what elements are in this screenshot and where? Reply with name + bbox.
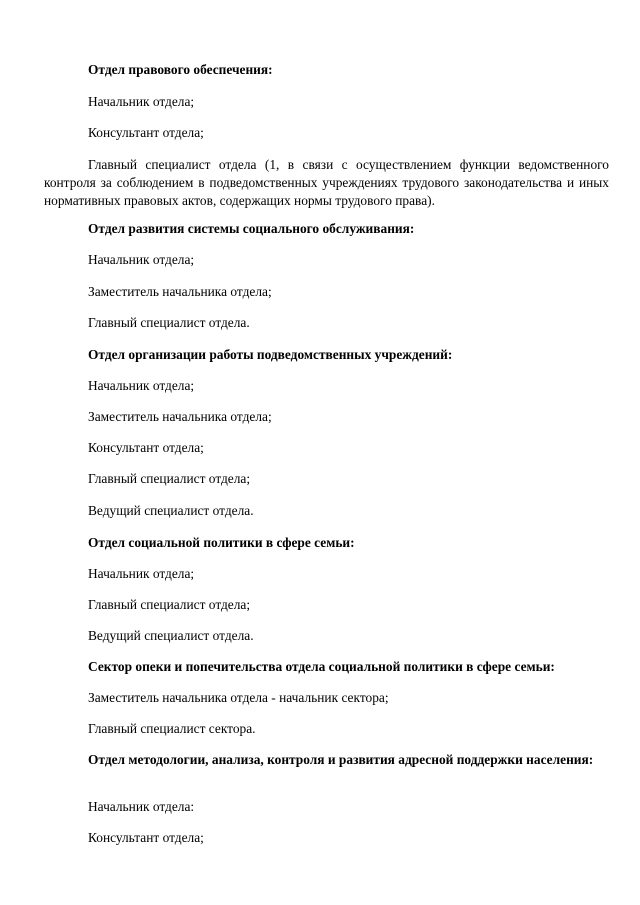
list-item: Начальник отдела; (88, 378, 195, 393)
section-heading-subordinate-institutions: Отдел организации работы подведомственных учреждений: (88, 347, 453, 362)
list-item: Главный специалист отдела; (88, 597, 251, 612)
list-item: Ведущий специалист отдела. (88, 628, 254, 643)
list-item: Консультант отдела; (88, 830, 204, 845)
section-heading-guardianship: Сектор опеки и попечительства отдела социальной политики в сфере семьи: (88, 659, 555, 674)
list-item: Консультант отдела; (88, 125, 204, 140)
list-item: Начальник отдела; (88, 252, 195, 267)
section-heading-family-policy: Отдел социальной политики в сфере семьи: (88, 535, 355, 550)
list-item: Главный специалист отдела. (88, 315, 250, 330)
section-heading-methodology: Отдел методологии, анализа, контроля и развития адресной поддержки населения: (88, 752, 594, 767)
section-heading-social-services: Отдел развития системы социального обслуживания: (88, 221, 415, 236)
list-item: Заместитель начальника отдела - начальник сектора; (88, 690, 389, 705)
list-item: Ведущий специалист отдела. (88, 503, 254, 518)
list-item: Консультант отдела; (88, 440, 204, 455)
list-item: Начальник отдела; (88, 566, 195, 581)
list-item: Начальник отдела: (88, 799, 195, 814)
section-heading-legal: Отдел правового обеспечения: (88, 62, 273, 77)
list-item: Главный специалист сектора. (88, 721, 256, 736)
list-item: Начальник отдела; (88, 94, 195, 109)
list-item: Заместитель начальника отдела; (88, 284, 272, 299)
list-item: Главный специалист отдела; (88, 471, 251, 486)
list-item: Заместитель начальника отдела; (88, 409, 272, 424)
section-paragraph-legal: Главный специалист отдела (1, в связи с осуществлением функции ведомственного контроля за соблюдением в подведомственных учреждениях трудового законодательства и иных нормативных правовых актов, содержащих нормы трудового права). (44, 157, 609, 208)
